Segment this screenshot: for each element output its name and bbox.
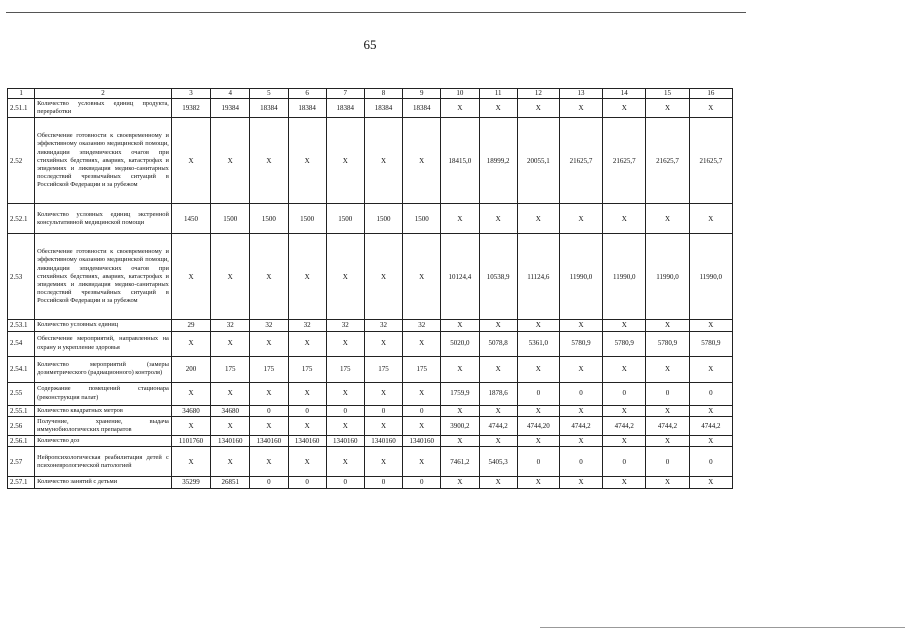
value-cell: X <box>211 382 250 405</box>
value-cell: X <box>517 356 559 382</box>
value-cell: 32 <box>288 320 326 331</box>
value-cell: X <box>211 118 250 204</box>
value-cell: X <box>559 436 602 447</box>
value-cell: 1340160 <box>250 436 288 447</box>
value-cell: X <box>689 477 732 488</box>
value-cell: 35299 <box>171 477 210 488</box>
value-cell: 175 <box>364 356 402 382</box>
value-cell: X <box>326 447 364 477</box>
column-header: 8 <box>364 89 402 99</box>
column-header: 5 <box>250 89 288 99</box>
value-cell: X <box>403 234 441 320</box>
value-cell: 32 <box>364 320 402 331</box>
value-cell: X <box>603 99 646 118</box>
table-row <box>8 320 733 331</box>
value-cell: X <box>441 320 479 331</box>
row-description: Количество условных единиц <box>35 320 172 331</box>
value-cell: 1340160 <box>326 436 364 447</box>
row-code: 2.51.1 <box>8 99 35 118</box>
column-header: 1 <box>8 89 35 99</box>
value-cell: X <box>364 234 402 320</box>
value-cell: 0 <box>326 405 364 416</box>
value-cell: 18384 <box>403 99 441 118</box>
value-cell: 0 <box>326 477 364 488</box>
row-description: Количество мероприятий (замеры дозиметрического (радиационного) контроля) <box>35 356 172 382</box>
value-cell: 0 <box>517 382 559 405</box>
value-cell: 0 <box>559 382 602 405</box>
value-cell: 1340160 <box>211 436 250 447</box>
value-cell: X <box>517 436 559 447</box>
value-cell: X <box>250 382 288 405</box>
value-cell: 32 <box>211 320 250 331</box>
value-cell: 21625,7 <box>646 118 689 204</box>
value-cell: X <box>403 118 441 204</box>
value-cell: 18384 <box>288 99 326 118</box>
value-cell: 32 <box>326 320 364 331</box>
value-cell: X <box>441 405 479 416</box>
row-code: 2.55.1 <box>8 405 35 416</box>
value-cell: X <box>603 356 646 382</box>
value-cell: X <box>479 477 517 488</box>
value-cell: X <box>288 416 326 435</box>
value-cell: 18384 <box>364 99 402 118</box>
value-cell: 21625,7 <box>689 118 732 204</box>
value-cell: 5780,9 <box>559 331 602 356</box>
value-cell: X <box>689 405 732 416</box>
column-header: 6 <box>288 89 326 99</box>
value-cell: X <box>559 320 602 331</box>
value-cell: 10538,9 <box>479 234 517 320</box>
value-cell: 21625,7 <box>603 118 646 204</box>
value-cell: X <box>171 234 210 320</box>
value-cell: X <box>171 416 210 435</box>
value-cell: X <box>479 356 517 382</box>
value-cell: 0 <box>559 447 602 477</box>
value-cell: X <box>250 331 288 356</box>
value-cell: X <box>517 99 559 118</box>
row-description: Количество условных единиц продукта, переработки <box>35 99 172 118</box>
value-cell: X <box>288 382 326 405</box>
row-description: Обеспечение готовности к своевременному и эффективному оказанию медицинской помощи, ликвидации эпидемических очагов при стихийных бедствиях, авариях, катастрофах и эпидемиях и ликвидация медико-санитарных последствий чрезвычайных ситуаций в Российской Федерации и за рубежом <box>35 234 172 320</box>
row-code: 2.52.1 <box>8 204 35 234</box>
value-cell: 4744,2 <box>559 416 602 435</box>
row-description: Обеспечение готовности к своевременному и эффективному оказанию медицинской помощи, ликвидации эпидемических очагов при стихийных бедствиях, авариях, катастрофах и эпидемиях и ликвидация медико-санитарных последствий чрезвычайных ситуаций в Российской Федерации и за рубежом <box>35 118 172 204</box>
value-cell: 19382 <box>171 99 210 118</box>
value-cell: 1500 <box>288 204 326 234</box>
value-cell: X <box>364 118 402 204</box>
value-cell: X <box>646 99 689 118</box>
value-cell: 4744,2 <box>646 416 689 435</box>
value-cell: X <box>646 320 689 331</box>
column-header: 2 <box>35 89 172 99</box>
table-row <box>8 436 733 447</box>
value-cell: 1500 <box>403 204 441 234</box>
table-body <box>8 99 733 489</box>
value-cell: X <box>171 447 210 477</box>
value-cell: 175 <box>211 356 250 382</box>
value-cell: X <box>326 382 364 405</box>
value-cell: 34680 <box>171 405 210 416</box>
row-description: Обеспечение мероприятий, направленных на охрану и укрепление здоровья <box>35 331 172 356</box>
value-cell: 0 <box>250 477 288 488</box>
value-cell: X <box>479 405 517 416</box>
value-cell: X <box>326 118 364 204</box>
value-cell: 175 <box>288 356 326 382</box>
table-row <box>8 118 733 204</box>
value-cell: X <box>603 477 646 488</box>
value-cell: X <box>171 331 210 356</box>
table-row <box>8 405 733 416</box>
value-cell: X <box>288 118 326 204</box>
row-description: Количество доз <box>35 436 172 447</box>
value-cell: 4744,2 <box>603 416 646 435</box>
value-cell: X <box>211 447 250 477</box>
value-cell: X <box>211 234 250 320</box>
value-cell: 175 <box>250 356 288 382</box>
page-number: 65 <box>363 37 377 52</box>
value-cell: X <box>288 234 326 320</box>
value-cell: X <box>479 320 517 331</box>
value-cell: 29 <box>171 320 210 331</box>
value-cell: X <box>250 234 288 320</box>
value-cell: X <box>441 356 479 382</box>
value-cell: X <box>441 436 479 447</box>
row-code: 2.55 <box>8 382 35 405</box>
table-row <box>8 331 733 356</box>
value-cell: 32 <box>403 320 441 331</box>
value-cell: X <box>559 405 602 416</box>
value-cell: 19384 <box>211 99 250 118</box>
value-cell: X <box>689 320 732 331</box>
value-cell: X <box>646 405 689 416</box>
value-cell: 0 <box>364 405 402 416</box>
value-cell: 3900,2 <box>441 416 479 435</box>
value-cell: 5780,9 <box>689 331 732 356</box>
value-cell: X <box>211 331 250 356</box>
column-header: 4 <box>211 89 250 99</box>
value-cell: X <box>288 447 326 477</box>
row-code: 2.54 <box>8 331 35 356</box>
value-cell: X <box>364 447 402 477</box>
value-cell: 5078,8 <box>479 331 517 356</box>
value-cell: 1101760 <box>171 436 210 447</box>
value-cell: X <box>171 118 210 204</box>
value-cell: X <box>211 416 250 435</box>
value-cell: 4744,2 <box>689 416 732 435</box>
value-cell: 11124,6 <box>517 234 559 320</box>
value-cell: 10124,4 <box>441 234 479 320</box>
row-code: 2.56 <box>8 416 35 435</box>
value-cell: X <box>403 331 441 356</box>
table-row <box>8 356 733 382</box>
value-cell: 18384 <box>326 99 364 118</box>
value-cell: 18999,2 <box>479 118 517 204</box>
table-row <box>8 382 733 405</box>
table-row <box>8 416 733 435</box>
row-code: 2.56.1 <box>8 436 35 447</box>
value-cell: X <box>689 204 732 234</box>
column-header: 14 <box>603 89 646 99</box>
value-cell: 175 <box>403 356 441 382</box>
value-cell: 5780,9 <box>646 331 689 356</box>
value-cell: 11990,0 <box>603 234 646 320</box>
row-code: 2.57.1 <box>8 477 35 488</box>
value-cell: 0 <box>364 477 402 488</box>
value-cell: X <box>646 477 689 488</box>
value-cell: X <box>559 204 602 234</box>
value-cell: X <box>603 436 646 447</box>
column-header: 11 <box>479 89 517 99</box>
value-cell: 18384 <box>250 99 288 118</box>
value-cell: X <box>288 331 326 356</box>
value-cell: 4744,2 <box>479 416 517 435</box>
value-cell: X <box>326 234 364 320</box>
value-cell: 18415,0 <box>441 118 479 204</box>
value-cell: X <box>441 204 479 234</box>
value-cell: 5361,0 <box>517 331 559 356</box>
value-cell: 1450 <box>171 204 210 234</box>
value-cell: X <box>403 382 441 405</box>
table-row <box>8 204 733 234</box>
column-header: 13 <box>559 89 602 99</box>
column-header: 16 <box>689 89 732 99</box>
row-code: 2.53.1 <box>8 320 35 331</box>
value-cell: X <box>364 331 402 356</box>
value-cell: 0 <box>689 382 732 405</box>
bottom-rule <box>540 627 905 628</box>
value-cell: 1500 <box>250 204 288 234</box>
value-cell: X <box>250 447 288 477</box>
value-cell: 175 <box>326 356 364 382</box>
value-cell: 11990,0 <box>559 234 602 320</box>
value-cell: 1878,6 <box>479 382 517 405</box>
value-cell: X <box>603 204 646 234</box>
value-cell: X <box>689 356 732 382</box>
value-cell: 11990,0 <box>646 234 689 320</box>
value-cell: 0 <box>250 405 288 416</box>
value-cell: 1340160 <box>288 436 326 447</box>
data-table <box>7 88 733 489</box>
value-cell: 0 <box>646 382 689 405</box>
value-cell: X <box>364 382 402 405</box>
value-cell: 0 <box>517 447 559 477</box>
row-description: Получение, хранение, выдача иммунобиологических препаратов <box>35 416 172 435</box>
value-cell: 0 <box>603 447 646 477</box>
column-header: 12 <box>517 89 559 99</box>
row-code: 2.52 <box>8 118 35 204</box>
value-cell: 5405,3 <box>479 447 517 477</box>
value-cell: X <box>250 118 288 204</box>
value-cell: 1500 <box>211 204 250 234</box>
value-cell: X <box>479 204 517 234</box>
value-cell: 0 <box>288 477 326 488</box>
table-row <box>8 477 733 488</box>
value-cell: 0 <box>646 447 689 477</box>
value-cell: X <box>326 331 364 356</box>
value-cell: X <box>479 99 517 118</box>
column-header: 9 <box>403 89 441 99</box>
column-header: 10 <box>441 89 479 99</box>
value-cell: 200 <box>171 356 210 382</box>
row-description: Количество условных единиц экстренной консультативной медицинской помощи <box>35 204 172 234</box>
table-row <box>8 447 733 477</box>
row-code: 2.54.1 <box>8 356 35 382</box>
value-cell: 34680 <box>211 405 250 416</box>
column-header: 3 <box>171 89 210 99</box>
value-cell: X <box>479 436 517 447</box>
row-description: Содержание помещений стационара (реконструкция палат) <box>35 382 172 405</box>
value-cell: 0 <box>603 382 646 405</box>
value-cell: X <box>517 405 559 416</box>
value-cell: X <box>646 204 689 234</box>
value-cell: X <box>689 99 732 118</box>
value-cell: X <box>559 477 602 488</box>
value-cell: 0 <box>403 477 441 488</box>
value-cell: X <box>517 477 559 488</box>
value-cell: X <box>171 382 210 405</box>
value-cell: 5780,9 <box>603 331 646 356</box>
value-cell: 1759,9 <box>441 382 479 405</box>
value-cell: 0 <box>403 405 441 416</box>
value-cell: X <box>689 436 732 447</box>
value-cell: 1500 <box>364 204 402 234</box>
value-cell: X <box>326 416 364 435</box>
value-cell: X <box>603 320 646 331</box>
value-cell: X <box>441 99 479 118</box>
value-cell: 32 <box>250 320 288 331</box>
value-cell: X <box>403 447 441 477</box>
value-cell: 0 <box>288 405 326 416</box>
column-header: 7 <box>326 89 364 99</box>
value-cell: 1340160 <box>364 436 402 447</box>
value-cell: 7461,2 <box>441 447 479 477</box>
value-cell: 20055,1 <box>517 118 559 204</box>
value-cell: X <box>441 477 479 488</box>
value-cell: X <box>646 356 689 382</box>
row-code: 2.53 <box>8 234 35 320</box>
column-header: 15 <box>646 89 689 99</box>
row-code: 2.57 <box>8 447 35 477</box>
value-cell: 21625,7 <box>559 118 602 204</box>
table-row <box>8 234 733 320</box>
table-row <box>8 99 733 118</box>
value-cell: 26851 <box>211 477 250 488</box>
row-description: Нейропсихологическая реабилитация детей с психоневрологической патологией <box>35 447 172 477</box>
value-cell: X <box>559 99 602 118</box>
value-cell: X <box>403 416 441 435</box>
value-cell: X <box>559 356 602 382</box>
value-cell: 1340160 <box>403 436 441 447</box>
value-cell: X <box>517 204 559 234</box>
value-cell: X <box>364 416 402 435</box>
value-cell: X <box>603 405 646 416</box>
value-cell: 1500 <box>326 204 364 234</box>
value-cell: X <box>250 416 288 435</box>
value-cell: X <box>517 320 559 331</box>
top-rule <box>6 12 746 13</box>
value-cell: 5020,0 <box>441 331 479 356</box>
row-description: Количество квадратных метров <box>35 405 172 416</box>
value-cell: 0 <box>689 447 732 477</box>
header-row <box>8 89 733 99</box>
value-cell: X <box>646 436 689 447</box>
value-cell: 4744,20 <box>517 416 559 435</box>
row-description: Количество занятий с детьми <box>35 477 172 488</box>
value-cell: 11990,0 <box>689 234 732 320</box>
